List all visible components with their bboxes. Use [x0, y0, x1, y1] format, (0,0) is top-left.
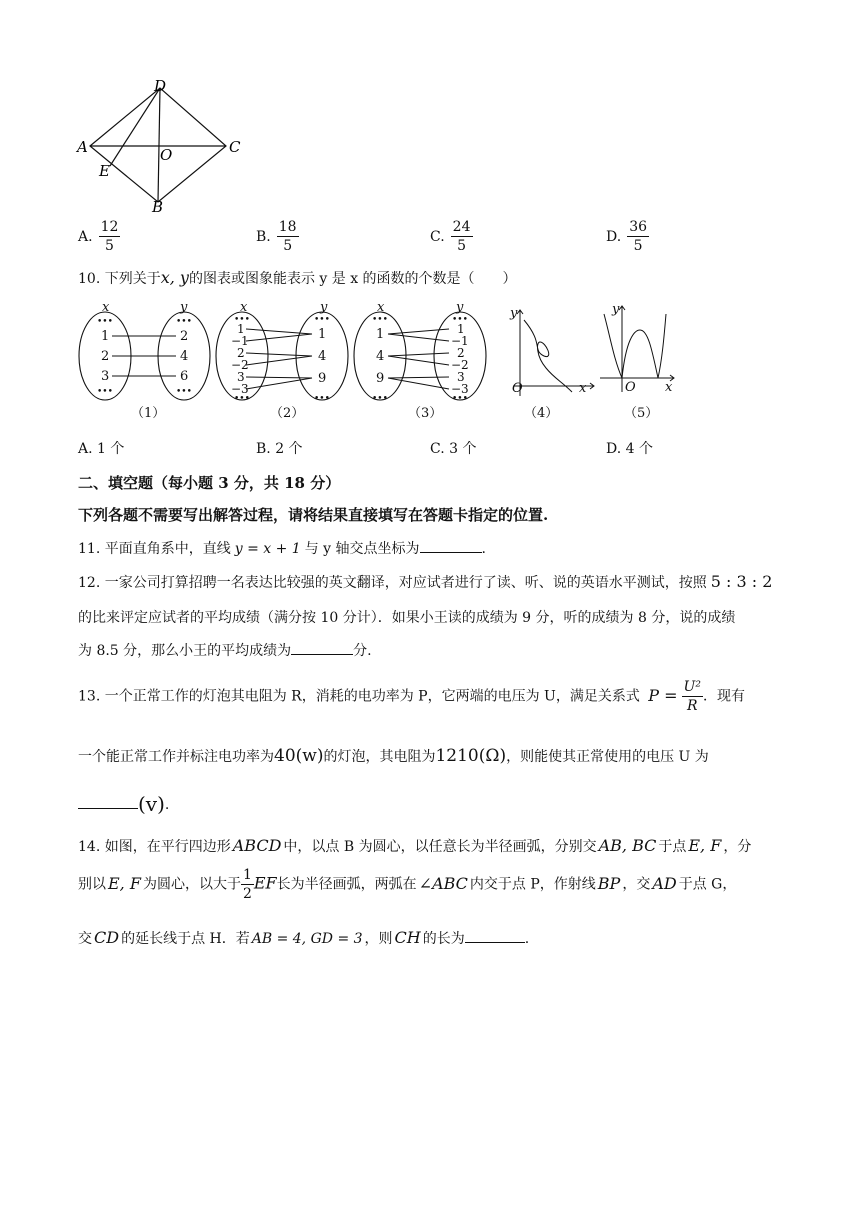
svg-text:2: 2: [101, 349, 110, 364]
q9-option-a: A. $\frac{12}{5}$: [78, 219, 119, 254]
q10-option-a: A. 1 个: [78, 441, 125, 457]
label-o: O: [160, 146, 173, 164]
svg-text:−1: −1: [451, 334, 469, 348]
svg-text:•••: •••: [372, 394, 388, 404]
q9-option-b: B. $\frac{18}{5}$: [256, 219, 297, 254]
section-heading: 二、填空题（每小题 3 分，共 18 分）: [78, 474, 341, 492]
q12-line-3: 为 8.5 分，那么小王的平均成绩为 分.: [78, 643, 372, 659]
svg-text:6: 6: [180, 369, 189, 384]
half-fraction: $\frac{1}{2}$: [242, 867, 252, 902]
svg-text:−2: −2: [231, 358, 249, 372]
svg-text:3: 3: [237, 370, 245, 384]
svg-text:y: y: [510, 306, 518, 321]
svg-text:•••: •••: [176, 317, 192, 327]
svg-text:4: 4: [318, 349, 327, 364]
svg-text:（2）: （2）: [270, 406, 305, 421]
answer-blank[interactable]: [465, 930, 525, 943]
answer-blank[interactable]: [291, 642, 353, 655]
q14-line-1: 14. 如图，在平行四边形 ABCD 中，以点 B 为圆心，以任意长为半径画弧，分别交 AB, BC 于点 E, F ，分: [78, 836, 752, 855]
svg-text:−3: −3: [451, 382, 469, 396]
svg-text:•••: •••: [97, 317, 113, 327]
q14-line-2: 别以 E, F 为圆心，以大于 $\frac{1}{2}$ EF长为半径画弧，两弧在 ∠ABC 内交于点 P，作射线 BP ，交 AD 于点 G，: [78, 867, 737, 902]
answer-blank[interactable]: [78, 796, 138, 809]
q10-option-d: D. 4 个: [606, 441, 653, 457]
svg-text:O: O: [625, 380, 636, 395]
q10-stem: 10. 下列关于x, y的图表或图象能表示 y 是 x 的函数的个数是（ ）: [78, 268, 517, 287]
svg-text:2: 2: [237, 346, 245, 360]
mapping-diagram-3: [354, 300, 486, 421]
mapping-diagram-2: [216, 300, 348, 421]
svg-text:9: 9: [376, 371, 385, 386]
svg-text:x: x: [665, 380, 673, 395]
svg-text:x: x: [102, 300, 110, 315]
svg-text:x: x: [240, 300, 248, 315]
svg-text:（4）: （4）: [524, 406, 559, 421]
rhombus-figure: [74, 76, 254, 214]
svg-text:x: x: [377, 300, 385, 315]
svg-text:•••: •••: [452, 315, 468, 325]
svg-text:O: O: [512, 381, 523, 396]
svg-text:1: 1: [237, 322, 245, 336]
svg-text:1: 1: [101, 329, 110, 344]
q10-option-b: B. 2 个: [256, 441, 303, 457]
q13-line-2: 一个能正常工作并标注电功率为40(w)的灯泡，其电阻为1210(Ω)，则能使其正常使用的电压 U 为: [78, 746, 709, 766]
q11: 11. 平面直角系中，直线 y = x + 1 与 y 轴交点坐标为 .: [78, 541, 486, 557]
q9-option-c: C. $\frac{24}{5}$: [430, 219, 471, 254]
svg-text:y: y: [180, 300, 188, 315]
q13-line-3: (v).: [78, 792, 169, 816]
svg-text:4: 4: [180, 349, 189, 364]
label-b: B: [152, 198, 164, 214]
svg-text:−1: −1: [231, 334, 249, 348]
svg-text:3: 3: [101, 369, 110, 384]
svg-text:y: y: [612, 302, 620, 317]
q13-line-1: 13. 一个正常工作的灯泡其电阻为 R，消耗的电功率为 P，它两端的电压为 U，满足关系式 P = $\frac{\text{U²}}{R}$ ．现有: [78, 679, 745, 714]
graph-diagram-5: [600, 302, 674, 421]
svg-text:−2: −2: [451, 358, 469, 372]
label-a: A: [77, 138, 88, 156]
svg-text:•••: •••: [452, 394, 468, 404]
answer-blank[interactable]: [420, 540, 482, 553]
svg-text:2: 2: [180, 329, 189, 344]
svg-text:1: 1: [376, 327, 385, 342]
svg-text:•••: •••: [314, 394, 330, 404]
q12-line-1: 12. 一家公司打算招聘一名表达比较强的英文翻译，对应试者进行了读、听、说的英语水平测试，按照 5 : 3 : 2: [78, 572, 773, 591]
svg-text:•••: •••: [372, 315, 388, 325]
label-c: C: [229, 138, 241, 156]
segment-de: [110, 88, 160, 166]
q9-option-d: D. $\frac{36}{5}$: [606, 219, 648, 254]
svg-text:y: y: [456, 300, 464, 315]
q12-line-2: 的比来评定应试者的平均成绩（满分按 10 分计）．如果小王读的成绩为 9 分，听的成绩为 8 分，说的成绩: [78, 610, 736, 626]
svg-text:•••: •••: [176, 387, 192, 397]
svg-text:•••: •••: [97, 387, 113, 397]
section-instruction: 下列各题不需要写出解答过程，请将结果直接填写在答题卡指定的位置.: [78, 506, 549, 524]
svg-text:•••: •••: [234, 315, 250, 325]
svg-text:−3: −3: [231, 382, 249, 396]
label-e: E: [99, 162, 110, 180]
q10-option-c: C. 3 个: [430, 441, 477, 457]
svg-text:（1）: （1）: [131, 406, 166, 421]
q14-line-3: 交 CD 的延长线于点 H．若 AB = 4, GD = 3 ，则 CH 的长为 .: [78, 928, 530, 947]
svg-text:3: 3: [457, 370, 465, 384]
svg-text:（5）: （5）: [624, 406, 659, 421]
svg-text:1: 1: [457, 322, 465, 336]
graph-diagram-4: [509, 306, 594, 421]
svg-text:9: 9: [318, 371, 327, 386]
svg-text:2: 2: [457, 346, 465, 360]
svg-text:（3）: （3）: [408, 406, 443, 421]
svg-text:y: y: [320, 300, 328, 315]
svg-text:x: x: [579, 381, 587, 396]
svg-text:4: 4: [376, 349, 385, 364]
mapping-diagram-1: [79, 300, 210, 421]
svg-text:•••: •••: [234, 394, 250, 404]
label-d: D: [154, 77, 167, 95]
svg-text:•••: •••: [314, 315, 330, 325]
diagonal-db: [158, 88, 160, 202]
svg-text:1: 1: [318, 327, 327, 342]
q10-diagrams: [74, 300, 684, 426]
power-formula-fraction: $\frac{\text{U²}}{R}$: [683, 679, 701, 714]
